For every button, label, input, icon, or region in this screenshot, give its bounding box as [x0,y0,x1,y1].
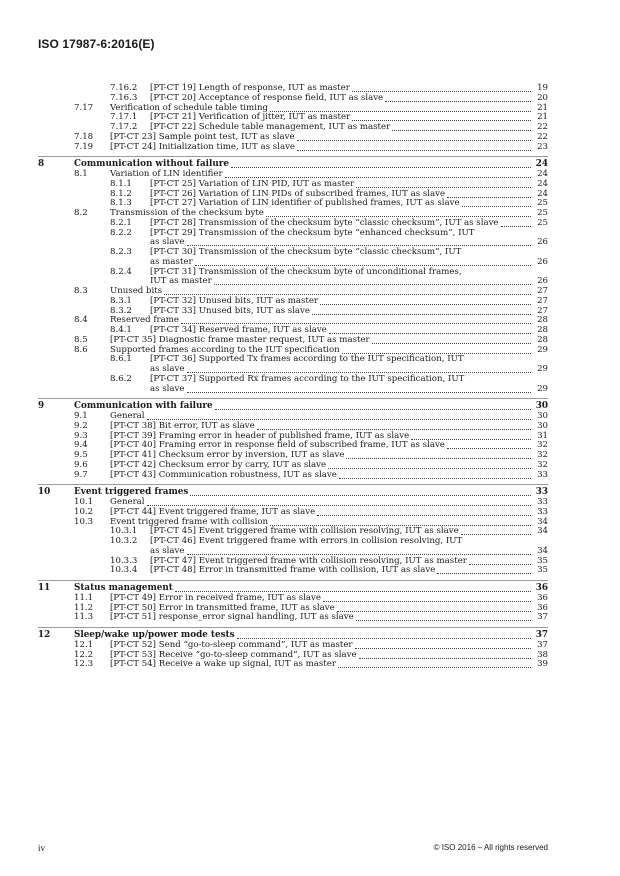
toc-entry-title: [PT-CT 37] Supported Rx frames according to the IUT specification, IUT [150,373,465,384]
toc-entry-title: [PT-CT 19] Length of response, IUT as master [150,83,350,93]
toc-page-number: 32 [537,440,548,451]
toc-page-number: 25 [537,208,548,218]
toc-page-number: 34 [537,545,548,556]
dot-leader [437,566,531,574]
toc-page-number: 34 [537,526,548,537]
toc-entry-title: [PT-CT 25] Variation of LIN PID, IUT as master [150,178,355,189]
toc-entry[interactable] [38,248,548,258]
dot-leader [462,199,531,207]
toc-entry-title: [PT-CT 36] Supported Tx frames according to the IUT specification, IUT [150,354,464,365]
toc-entry-number: 9.6 [74,459,88,470]
toc-page-number: 25 [537,217,548,228]
toc-page-number: 19 [537,83,548,93]
dot-leader [297,143,531,151]
toc-entry[interactable] [38,613,548,623]
toc-page-number: 26 [537,256,548,267]
toc-page-number: 37 [537,639,548,650]
toc-entry-title: [PT-CT 32] Unused bits, IUT as master [150,295,319,306]
dot-leader [257,422,531,430]
toc-entry-title: Communication without failure [74,159,229,170]
toc-entry-title: [PT-CT 28] Transmission of the checksum byte “classic checksum”, IUT as slave [150,217,499,228]
dot-leader [359,651,531,659]
section-divider [38,484,548,485]
toc-entry-title: [PT-CT 31] Transmission of the checksum byte of unconditional frames, [150,266,462,277]
toc-entry-number: 8.3.1 [110,295,132,306]
toc-entry-title: Communication with failure [74,401,213,412]
toc-entry-title: [PT-CT 34] Reserved frame, IUT as slave [150,325,327,335]
toc-entry-number: 10.3.3 [110,555,138,566]
table-of-contents [38,84,548,670]
toc-entry-title: [PT-CT 48] Error in transmitted frame with collision, IUT as slave [150,565,436,576]
dot-leader [215,402,531,410]
page-number: iv [38,843,46,853]
toc-page-number: 30 [537,420,548,431]
toc-entry-title: [PT-CT 40] Framing error in response field of subscribed frame, IUT as slave [110,440,445,451]
toc-page-number: 20 [537,92,548,103]
dot-leader [187,385,532,393]
toc-page-number: 27 [537,295,548,306]
toc-entry-title: [PT-CT 54] Receive a wake up signal, IUT as master [110,659,336,670]
toc-page-number: 35 [537,565,548,576]
toc-entry-number: 7.19 [74,141,94,152]
toc-entry-title: [PT-CT 46] Event triggered frame with errors in collision resolving, IUT [150,536,463,546]
toc-entry-title: Supported frames according to the IUT specification [110,344,340,355]
dot-leader [352,113,531,121]
toc-entry-title: as slave [150,545,185,556]
toc-entry-number: 8.6.2 [110,373,132,384]
toc-entry-title: [PT-CT 24] Initialization time, IUT as slave [110,141,296,152]
toc-entry-number: 11.1 [74,592,94,603]
toc-entry-title: [PT-CT 38] Bit error, IUT as slave [110,420,255,431]
toc-entry-number: 10.2 [74,506,94,517]
dot-leader [164,287,531,295]
dot-leader [461,527,531,535]
toc-page-number: 37 [535,630,548,640]
toc-entry-number: 10.3.4 [110,565,138,576]
dot-leader [237,631,531,639]
toc-page-number: 36 [537,602,548,613]
dot-leader [187,238,532,246]
toc-entry-number: 12 [38,630,51,640]
toc-entry[interactable] [38,385,548,395]
toc-page-number: 25 [537,198,548,209]
toc-page-number: 21 [537,112,548,123]
toc-entry-title: Verification of schedule table timing [110,102,268,113]
toc-entry-title: [PT-CT 35] Diagnostic frame master request, IUT as master [110,334,370,345]
dot-leader [342,346,531,354]
dot-leader [270,518,531,526]
toc-entry-title: [PT-CT 53] Receive “go-to-sleep command”, IUT as slave [110,649,357,660]
toc-entry-title: [PT-CT 43] Communication robustness, IUT as slave [110,469,337,480]
toc-entry-number: 11.2 [74,602,94,613]
dot-leader [266,209,531,217]
dot-leader [355,641,531,649]
toc-entry[interactable] [38,143,548,153]
toc-page-number: 28 [537,315,548,326]
toc-entry-title: as slave [150,364,185,374]
toc-page-number: 34 [537,516,548,527]
toc-entry-number: 12.2 [74,649,94,660]
toc-entry[interactable] [38,229,548,239]
dot-leader [392,123,531,131]
toc-entry-title: [PT-CT 23] Sample point test, IUT as slave [110,131,295,142]
dot-leader [175,584,531,592]
dot-leader [214,277,531,285]
dot-leader [338,660,531,668]
toc-entry-number: 8.1.3 [110,198,132,209]
toc-entry-number: 8.5 [74,334,88,345]
toc-entry-number: 9.5 [74,450,88,460]
dot-leader [352,84,531,92]
toc-page-number: 21 [537,102,548,113]
toc-entry-number: 7.17 [74,102,94,113]
toc-page-number: 33 [537,469,548,480]
dot-leader [317,508,531,516]
toc-entry-title: IUT as master [150,276,212,287]
toc-page-number: 24 [537,169,548,179]
dot-leader [225,170,531,178]
toc-page-number: 27 [537,305,548,316]
toc-page-number: 26 [537,237,548,248]
toc-page-number: 29 [537,383,548,394]
toc-page-number: 24 [537,188,548,199]
toc-entry-title: [PT-CT 33] Unused bits, IUT as slave [150,305,310,316]
toc-entry-number: 8.4.1 [110,325,132,335]
toc-page-number: 23 [537,141,548,152]
toc-page-number: 36 [535,583,548,593]
toc-entry-number: 7.17.2 [110,122,138,132]
toc-entry-title: General [110,411,145,421]
toc-page-number: 33 [537,506,548,517]
toc-page-number: 28 [537,325,548,335]
toc-page-number: 31 [537,430,548,441]
toc-entry-title: [PT-CT 52] Send “go-to-sleep command”, IUT as master [110,639,353,650]
dot-leader [181,316,531,324]
dot-leader [297,133,531,141]
toc-entry-title: General [110,497,145,507]
section-divider [38,398,548,399]
toc-entry-number: 8.3 [74,286,88,296]
dot-leader [187,365,532,373]
toc-entry[interactable] [38,268,548,278]
dot-leader [323,594,531,602]
toc-entry-title: Variation of LIN identifier [110,169,223,179]
toc-entry-title: [PT-CT 47] Event triggered frame with collision resolving, IUT as master [150,555,467,566]
toc-entry-title: as master [150,256,193,267]
toc-entry-number: 8.2.3 [110,247,132,257]
dot-leader [231,160,531,168]
toc-page-number: 32 [537,459,548,470]
toc-page-number: 24 [537,178,548,189]
toc-page-number: 33 [535,487,548,498]
toc-entry-number: 8.1 [74,169,88,179]
toc-entry[interactable] [38,566,548,576]
toc-entry-title: [PT-CT 21] Verification of jitter, IUT as master [150,112,351,123]
toc-entry-number: 7.16.2 [110,83,138,93]
toc-entry-number: 9.1 [74,411,88,421]
toc-entry-number: 9.7 [74,469,88,480]
toc-page-number: 30 [535,401,548,412]
toc-page-number: 24 [535,159,548,170]
toc-page-number: 22 [537,131,548,142]
toc-entry-number: 12.1 [74,639,94,650]
toc-entry-title: [PT-CT 41] Checksum error by inversion, IUT as slave [110,450,345,460]
toc-entry-number: 10.3 [74,516,94,527]
toc-page-number: 22 [537,122,548,132]
toc-page-number: 37 [537,612,548,623]
toc-entry-number: 10.3.2 [110,536,138,546]
dot-leader [328,461,531,469]
toc-entry[interactable] [38,537,548,547]
dot-leader [501,219,531,227]
toc-entry-title: [PT-CT 20] Acceptance of response field, IUT as slave [150,92,384,103]
toc-entry-number: 8.3.2 [110,305,132,316]
toc-entry-number: 10 [38,487,51,498]
dot-leader [320,297,531,305]
dot-leader [147,412,531,420]
toc-entry-number: 8.2.2 [110,227,132,238]
dot-leader [187,547,532,555]
toc-page-number: 26 [537,276,548,287]
dot-leader [346,451,531,459]
toc-entry-number: 7.18 [74,131,94,142]
toc-entry-title: Event triggered frame with collision [110,516,269,527]
dot-leader [372,336,531,344]
toc-page-number: 38 [537,649,548,660]
dot-leader [447,190,531,198]
toc-page-number: 33 [537,497,548,507]
toc-entry-number: 11.3 [74,612,94,623]
toc-entry-number: 8.2.1 [110,217,132,228]
toc-entry-title: [PT-CT 45] Event triggered frame with collision resolving, IUT as slave [150,526,459,537]
toc-entry-title: [PT-CT 26] Variation of LIN PIDs of subscribed frames, IUT as slave [150,188,446,199]
dot-leader [339,471,531,479]
toc-entry-number: 8.2.4 [110,266,132,277]
document-header: ISO 17987-6:2016(E) [38,37,155,51]
toc-entry-title: [PT-CT 30] Transmission of the checksum byte “classic checksum”, IUT [150,247,462,257]
toc-page-number: 36 [537,592,548,603]
dot-leader [356,613,531,621]
dot-leader [411,432,531,440]
toc-entry-number: 8 [38,159,45,170]
section-divider [38,580,548,581]
toc-entry-title: Status management [74,583,173,593]
toc-page-number: 39 [537,659,548,670]
toc-entry-title: Unused bits [110,286,163,296]
toc-entry-number: 9.4 [74,440,88,451]
dot-leader [356,180,531,188]
toc-entry-title: as slave [150,237,185,248]
copyright-notice: © ISO 2016 – All rights reserved [433,843,548,852]
toc-entry-number: 9.2 [74,420,88,431]
toc-entry[interactable] [38,471,548,481]
toc-entry-title: [PT-CT 44] Event triggered frame, IUT as slave [110,506,316,517]
dot-leader [190,488,531,496]
toc-page-number: 29 [537,364,548,374]
toc-entry[interactable] [38,355,548,365]
toc-entry-title: Reserved frame [110,315,179,326]
toc-page-number: 30 [537,411,548,421]
toc-entry-title: [PT-CT 27] Variation of LIN identifier of published frames, IUT as slave [150,198,460,209]
toc-page-number: 28 [537,334,548,345]
dot-leader [385,94,531,102]
section-divider [38,156,548,157]
toc-entry-number: 7.16.3 [110,92,138,103]
toc-entry-title: [PT-CT 50] Error in transmitted frame, IUT as slave [110,602,335,613]
toc-entry-number: 9 [38,401,45,412]
dot-leader [337,604,531,612]
dot-leader [329,326,531,334]
toc-page-number: 35 [537,555,548,566]
dot-leader [195,258,531,266]
toc-entry-title: [PT-CT 29] Transmission of the checksum byte “enhanced checksum”, IUT [150,227,475,238]
toc-entry-title: Event triggered frames [74,487,189,498]
toc-entry-number: 8.1.1 [110,178,132,189]
toc-entry-number: 8.6.1 [110,354,132,365]
toc-entry-number: 10.1 [74,497,94,507]
toc-entry-number: 8.4 [74,315,88,326]
toc-entry-number: 10.3.1 [110,526,138,537]
toc-entry-title: [PT-CT 42] Checksum error by carry, IUT as slave [110,459,327,470]
toc-entry-number: 7.17.1 [110,112,138,123]
toc-entry-title: [PT-CT 22] Schedule table management, IUT as master [150,122,391,132]
toc-entry-title: as slave [150,383,185,394]
toc-page-number: 27 [537,286,548,296]
toc-entry-number: 8.2 [74,208,88,218]
section-divider [38,627,548,628]
toc-page-number: 32 [537,450,548,460]
toc-entry-title: [PT-CT 49] Error in received frame, IUT as slave [110,592,321,603]
dot-leader [270,104,531,112]
toc-entry-number: 8.6 [74,344,88,355]
toc-entry-number: 8.1.2 [110,188,132,199]
toc-entry-number: 12.3 [74,659,94,670]
dot-leader [447,441,531,449]
dot-leader [312,307,531,315]
dot-leader [469,557,531,565]
dot-leader [147,498,531,506]
toc-entry[interactable] [38,375,548,385]
toc-entry-title: [PT-CT 51] response_error signal handling, IUT as slave [110,612,354,623]
toc-entry-number: 9.3 [74,430,88,441]
toc-page-number: 29 [537,344,548,355]
toc-entry-title: Sleep/wake up/power mode tests [74,630,235,640]
toc-entry-number: 11 [38,583,51,593]
toc-entry-title: Transmission of the checksum byte [110,208,264,218]
toc-entry[interactable] [38,660,548,670]
toc-entry-title: [PT-CT 39] Framing error in header of published frame, IUT as slave [110,430,410,441]
